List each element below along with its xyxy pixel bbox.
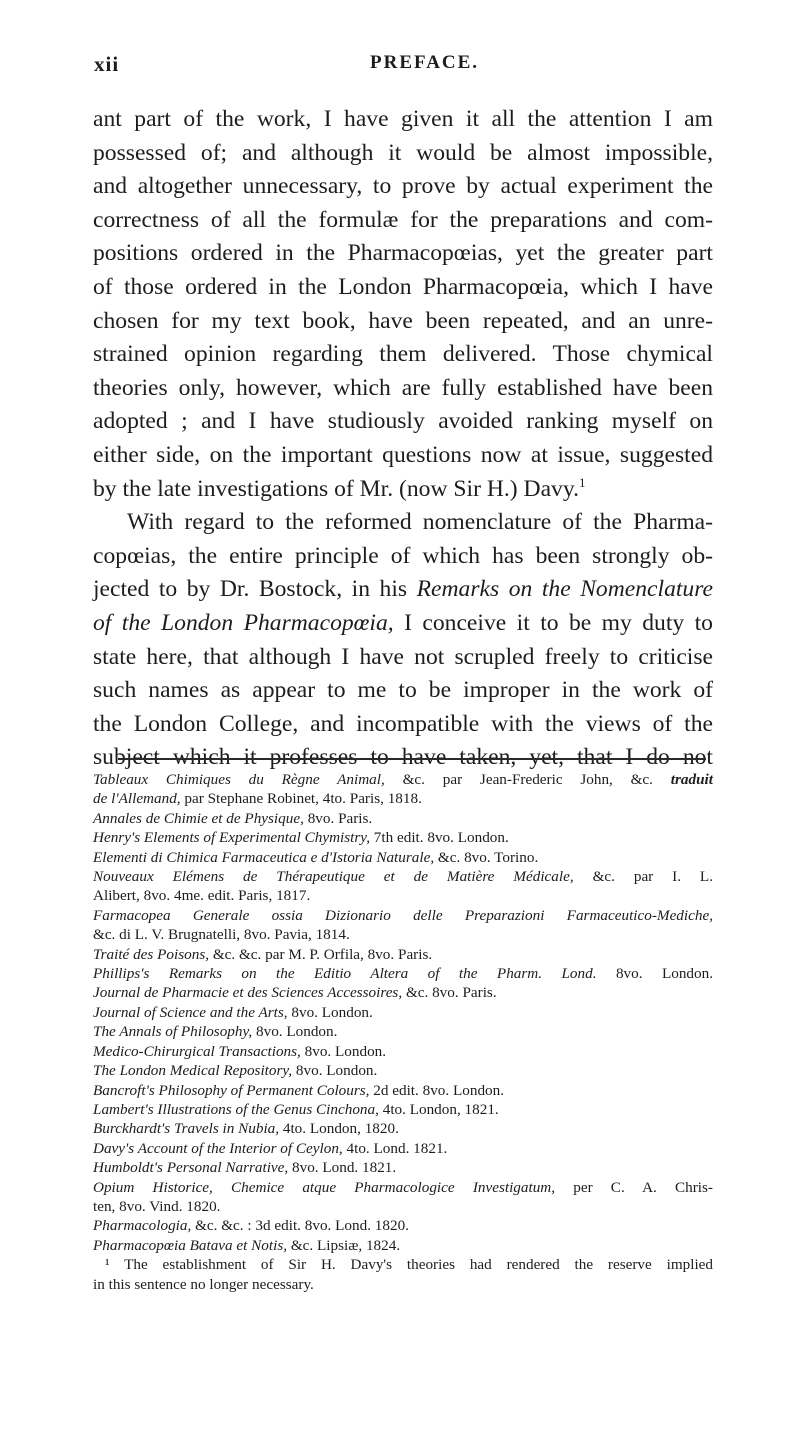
ref-title: Burckhardt's Travels in Nubia, xyxy=(93,1120,280,1138)
ref-detail: &c. par Jean-Frederic John, &c. xyxy=(384,771,653,788)
ref-title: Journal of Science and the Arts, xyxy=(93,1003,288,1021)
ref-title: Medico-Chirurgical Transactions, xyxy=(93,1042,301,1060)
note-text: ¹ The establishment of Sir H. Davy's theories had rendered the reserve implied xyxy=(105,1256,713,1274)
footnote-line xyxy=(93,1139,713,1158)
footnote-line xyxy=(93,925,713,944)
ref-detail: &c. par I. L. xyxy=(573,868,714,886)
body-line: strained opinion regarding them delivered. Those chymical xyxy=(93,341,713,368)
footnote-line xyxy=(93,945,713,964)
page-number: xii xyxy=(94,52,120,76)
body-line: and altogether unnecessary, to prove by actual experiment the xyxy=(93,173,713,200)
ref-title: Davy's Account of the Interior of Ceylon, xyxy=(93,1139,343,1157)
footnote-line xyxy=(93,886,713,905)
ref-title: Pharmacologia, xyxy=(93,1217,192,1235)
body-line: positions ordered in the Pharmacopœias, yet the greater part xyxy=(93,240,713,267)
ref-title: Lambert's Illustrations of the Genus Cinchona, xyxy=(93,1100,379,1118)
ref-detail: Alibert, 8vo. 4me. edit. Paris, 1817. xyxy=(93,887,311,905)
ref-title: Phillips's Remarks on the Editio Altera of the Pharm. Lond. xyxy=(93,965,597,983)
cited-title-cont: of the London Pharmacopœia, xyxy=(93,609,394,636)
ref-title: Traité des Poisons, xyxy=(93,945,210,963)
ref-title: The Annals of Philosophy, xyxy=(93,1023,253,1041)
ref-detail: 8vo. London. xyxy=(287,1003,373,1021)
paragraph-start-line: With regard to the reformed nomenclature of the Pharma- xyxy=(127,509,713,536)
ref-detail: per C. A. Chris- xyxy=(555,1178,713,1196)
ref-title: Tableaux Chimiques du Règne Animal, xyxy=(93,771,385,788)
ref-detail: &c. &c. par M. P. Orfila, 8vo. Paris. xyxy=(209,945,433,963)
ref-title: Farmacopea Generale ossia Dizionario delle Preparazioni Farmaceutico-Mediche, xyxy=(93,906,713,924)
ref-title: de l'Allemand, xyxy=(93,790,181,808)
note-text: in this sentence no longer necessary. xyxy=(93,1275,314,1293)
running-head: PREFACE. xyxy=(370,52,480,73)
ref-detail: 4to. London, 1820. xyxy=(279,1120,399,1138)
ref-title: Annales de Chimie et de Physique, xyxy=(93,809,304,827)
footnote-line xyxy=(93,1100,713,1119)
body-line: such names as appear to me to be improper in the work of xyxy=(93,677,713,704)
ref-title: Nouveaux Elémens de Thérapeutique et de Matière Médicale, xyxy=(93,868,574,886)
ref-title: traduit xyxy=(652,771,713,788)
footnote-line xyxy=(93,1042,713,1061)
ref-detail: &c. Lipsiæ, 1824. xyxy=(287,1236,401,1254)
ref-detail: 4to. London, 1821. xyxy=(378,1100,499,1118)
footnote-line xyxy=(93,789,713,808)
footnote-line xyxy=(93,828,713,847)
footnote-line xyxy=(93,964,713,983)
ref-detail: &c. &c. : 3d edit. 8vo. Lond. 1820. xyxy=(191,1217,409,1235)
ref-title: The London Medical Repository, xyxy=(93,1062,293,1080)
body-text xyxy=(93,103,713,775)
body-line: of those ordered in the London Pharmacopœia, which I have xyxy=(93,273,713,300)
ref-detail: &c. 8vo. Paris. xyxy=(402,984,497,1002)
ref-detail: par Stephane Robinet, 4to. Paris, 1818. xyxy=(180,790,422,808)
body-line-text: jected to by Dr. Bostock, in his xyxy=(93,576,408,603)
ref-detail: 7th edit. 8vo. London. xyxy=(370,829,509,847)
footnote-line xyxy=(93,1003,713,1022)
footnotes xyxy=(93,770,713,1294)
ref-detail: 4to. Lond. 1821. xyxy=(342,1139,448,1157)
body-line xyxy=(93,607,713,641)
ref-detail: 8vo. London. xyxy=(300,1042,387,1060)
body-line: the London College, and incompatible with the views of the xyxy=(93,710,713,737)
ref-detail: 8vo. London. xyxy=(596,965,713,983)
footnote-marker: 1 xyxy=(579,474,586,490)
ref-title: Humboldt's Personal Narrative, xyxy=(93,1159,289,1177)
footnote-line xyxy=(93,1081,713,1100)
ref-detail: ten, 8vo. Vind. 1820. xyxy=(93,1197,221,1215)
footnote-line xyxy=(93,1236,713,1255)
footnote-line xyxy=(93,770,713,789)
footnote-divider xyxy=(118,758,706,760)
ref-detail: 8vo. Lond. 1821. xyxy=(288,1159,397,1177)
footnote-note-line xyxy=(93,1255,713,1274)
body-line-text: by the late investigations of Mr. (now Sir H.) Davy. xyxy=(93,475,579,502)
footnote-line xyxy=(93,1061,713,1080)
ref-detail: 8vo. Paris. xyxy=(303,809,373,827)
footnote-line xyxy=(93,1216,713,1235)
body-line: possessed of; and although it would be almost impossible, xyxy=(93,139,713,166)
footnote-line xyxy=(93,848,713,867)
footnote-line xyxy=(93,1178,713,1197)
ref-title: Bancroft's Philosophy of Permanent Colours, xyxy=(93,1081,370,1099)
footnote-line xyxy=(93,1197,713,1216)
body-line: adopted ; and I have studiously avoided ranking myself on xyxy=(93,408,713,435)
body-line-text: I conceive it to be my duty to xyxy=(404,609,713,636)
body-line: subject which it professes to have taken, yet, that I do not xyxy=(93,744,713,771)
ref-detail: &c. 8vo. Torino. xyxy=(434,848,539,866)
page-header xyxy=(94,52,714,82)
ref-detail: 8vo. London. xyxy=(292,1062,378,1080)
ref-detail: 2d edit. 8vo. London. xyxy=(369,1081,505,1099)
body-line: copœias, the entire principle of which has been strongly ob- xyxy=(93,542,713,569)
footnote-line xyxy=(93,1022,713,1041)
footnote-note-line xyxy=(93,1275,713,1294)
footnote-line xyxy=(93,867,713,886)
ref-detail: &c. di L. V. Brugnatelli, 8vo. Pavia, 1814. xyxy=(93,926,350,944)
body-line: ant part of the work, I have given it all the attention I am xyxy=(93,106,713,132)
body-line xyxy=(93,473,713,507)
footnote-line xyxy=(93,809,713,828)
cited-title: Remarks on the Nomenclature xyxy=(416,576,713,603)
footnote-line xyxy=(93,983,713,1002)
footnote-line xyxy=(93,1158,713,1177)
footnote-line xyxy=(93,1119,713,1138)
ref-title: Pharmacopœia Batava et Notis, xyxy=(93,1236,288,1254)
ref-detail: 8vo. London. xyxy=(252,1023,338,1041)
body-line: correctness of all the formulæ for the preparations and com- xyxy=(93,206,713,233)
ref-title: Opium Historice, Chemice atque Pharmacologice Investigatum, xyxy=(93,1178,556,1196)
body-line: theories only, however, which are fully established have been xyxy=(93,374,713,401)
footnote-line xyxy=(93,906,713,925)
body-line: state here, that although I have not scrupled freely to criticise xyxy=(93,643,713,670)
ref-title: Elementi di Chimica Farmaceutica e d'Istoria Naturale, xyxy=(93,848,435,866)
body-line xyxy=(93,573,713,607)
body-line: chosen for my text book, have been repeated, and an unre- xyxy=(93,307,713,334)
body-line: either side, on the important questions now at issue, suggested xyxy=(93,441,713,468)
ref-title: Journal de Pharmacie et des Sciences Accessoires, xyxy=(93,984,403,1002)
ref-title: Henry's Elements of Experimental Chymistry, xyxy=(93,829,370,847)
